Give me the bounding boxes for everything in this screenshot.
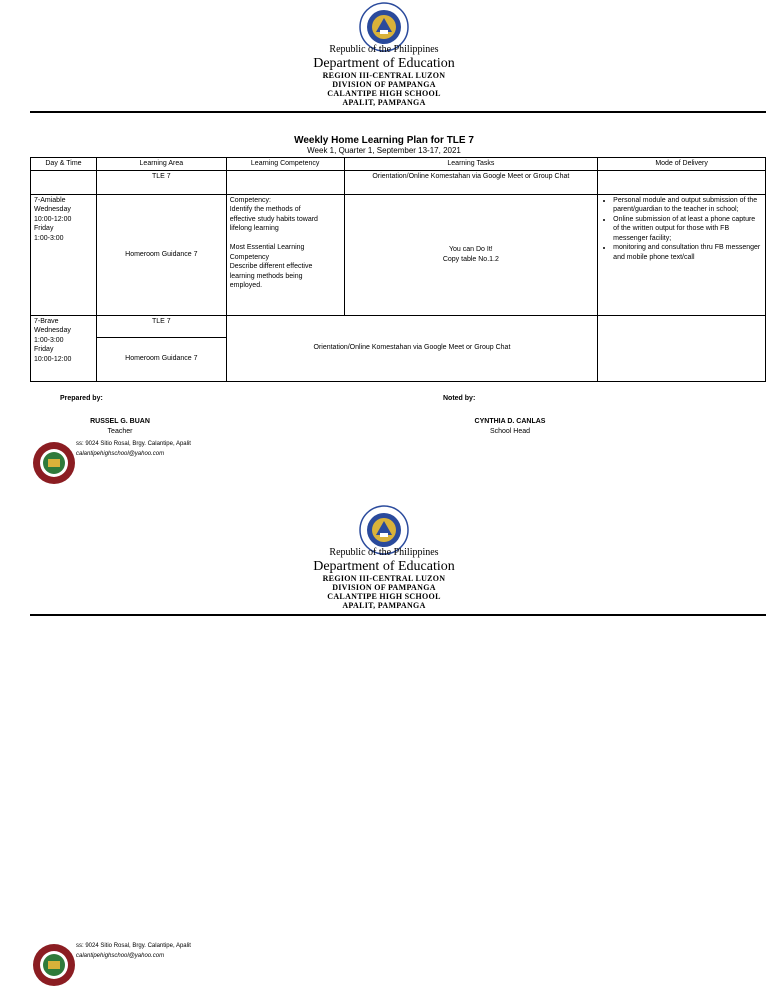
prepared-by-label: Prepared by: (60, 395, 103, 402)
day-line: 7-Brave (34, 317, 59, 325)
mode-cell (598, 194, 766, 315)
table-row (31, 315, 766, 337)
area-cell: TLE 7 (96, 170, 226, 194)
area-cell: Homeroom Guidance 7 (96, 194, 226, 315)
weekly-plan-table (30, 157, 766, 382)
task-line: You can Do It! (449, 246, 493, 253)
day-line: Friday (34, 225, 54, 232)
plan-title: Weekly Home Learning Plan for TLE 7 (294, 135, 474, 146)
competency-line: employed. (229, 282, 263, 289)
day-line: 1:00-3:00 (34, 234, 64, 242)
day-line: Wednesday (34, 327, 71, 334)
mode-item: • Personal module and output submission of the parent/guardian to the teacher in school; (613, 196, 762, 215)
day-line: 7-Amiable (34, 196, 66, 204)
footer-email: calantipehighschool@yahoo.com (76, 953, 165, 959)
mode-item: • Online submission of at least a phone capture of the written output for those with FB messenger facility; (613, 215, 762, 244)
task-cell: Orientation/Online Komestahan via Google Meet or Group Chat (344, 170, 598, 194)
noted-role: School Head (489, 428, 531, 435)
area-cell: Homeroom Guidance 7 (96, 337, 226, 381)
location-text: APALIT, PAMPANGA (342, 601, 426, 610)
header-divider (30, 111, 766, 113)
competency-line: Competency: (229, 196, 271, 204)
department-text: Department of Education (313, 56, 455, 71)
plan-subtitle: Week 1, Quarter 1, September 13-17, 2021 (307, 146, 461, 155)
department-text: Department of Education (313, 559, 455, 574)
competency-line: lifelong learning (229, 225, 279, 232)
day-line: 10:00-12:00 (34, 355, 72, 363)
task-line: Copy table No.1.2 (442, 255, 499, 263)
footer-email: calantipehighschool@yahoo.com (76, 451, 165, 457)
day-line: 10:00-12:00 (34, 215, 72, 223)
competency-cell (226, 194, 344, 315)
column-header: Learning Competency (226, 158, 344, 171)
competency-line: effective study habits toward (229, 215, 318, 223)
day-cell (31, 315, 97, 381)
competency-line: Describe different effective (229, 263, 313, 270)
day-cell (31, 194, 97, 315)
school-logo-icon (32, 943, 76, 987)
prepared-role: Teacher (107, 428, 133, 435)
competency-cell (226, 170, 344, 194)
task-cell (344, 194, 598, 315)
school-logo-icon (32, 441, 76, 485)
noted-name: CYNTHIA D. CANLAS (474, 418, 546, 425)
header-divider (30, 614, 766, 616)
region-text: REGION III-CENTRAL LUZON (322, 71, 446, 80)
footer-address: ss: 9024 Sitio Rosal, Brgy. Calantipe, Apalit (76, 943, 191, 949)
school-text: CALANTIPE HIGH SCHOOL (327, 89, 441, 98)
mode-cell (598, 170, 766, 194)
day-cell (31, 170, 97, 194)
competency-line: learning methods being (229, 272, 303, 280)
day-line: Wednesday (34, 206, 71, 213)
competency-line: Most Essential Learning (229, 244, 305, 251)
area-cell: TLE 7 (96, 315, 226, 337)
footer-address: ss: 9024 Sitio Rosal, Brgy. Calantipe, Apalit (76, 441, 191, 447)
competency-line: Identify the methods of (229, 206, 301, 213)
republic-text: Republic of the Philippines (329, 44, 439, 55)
mode-item: • monitoring and consultation thru FB messenger and mobile phone text/call (613, 243, 762, 262)
table-row (31, 194, 766, 315)
competency-line: Competency (229, 253, 270, 261)
column-header: Mode of Delivery (598, 158, 766, 171)
mode-cell (598, 315, 766, 381)
school-text: CALANTIPE HIGH SCHOOL (327, 592, 441, 601)
division-text: DIVISION OF PAMPANGA (332, 583, 436, 592)
column-header: Learning Tasks (344, 158, 598, 171)
division-text: DIVISION OF PAMPANGA (332, 80, 436, 89)
competency-spacer (230, 234, 341, 244)
column-header: Day & Time (31, 158, 97, 171)
task-cell: Orientation/Online Komestahan via Google Meet or Group Chat (226, 315, 597, 381)
column-header: Learning Area (96, 158, 226, 171)
republic-text: Republic of the Philippines (329, 547, 439, 558)
mode-list (601, 196, 762, 263)
table-header-row (31, 158, 766, 171)
noted-by-label: Noted by: (443, 395, 476, 402)
table-row (31, 170, 766, 194)
day-line: 1:00-3:00 (34, 336, 64, 344)
day-line: Friday (34, 346, 54, 353)
region-text: REGION III-CENTRAL LUZON (322, 574, 446, 583)
prepared-name: RUSSEL G. BUAN (90, 418, 150, 425)
location-text: APALIT, PAMPANGA (342, 98, 426, 107)
